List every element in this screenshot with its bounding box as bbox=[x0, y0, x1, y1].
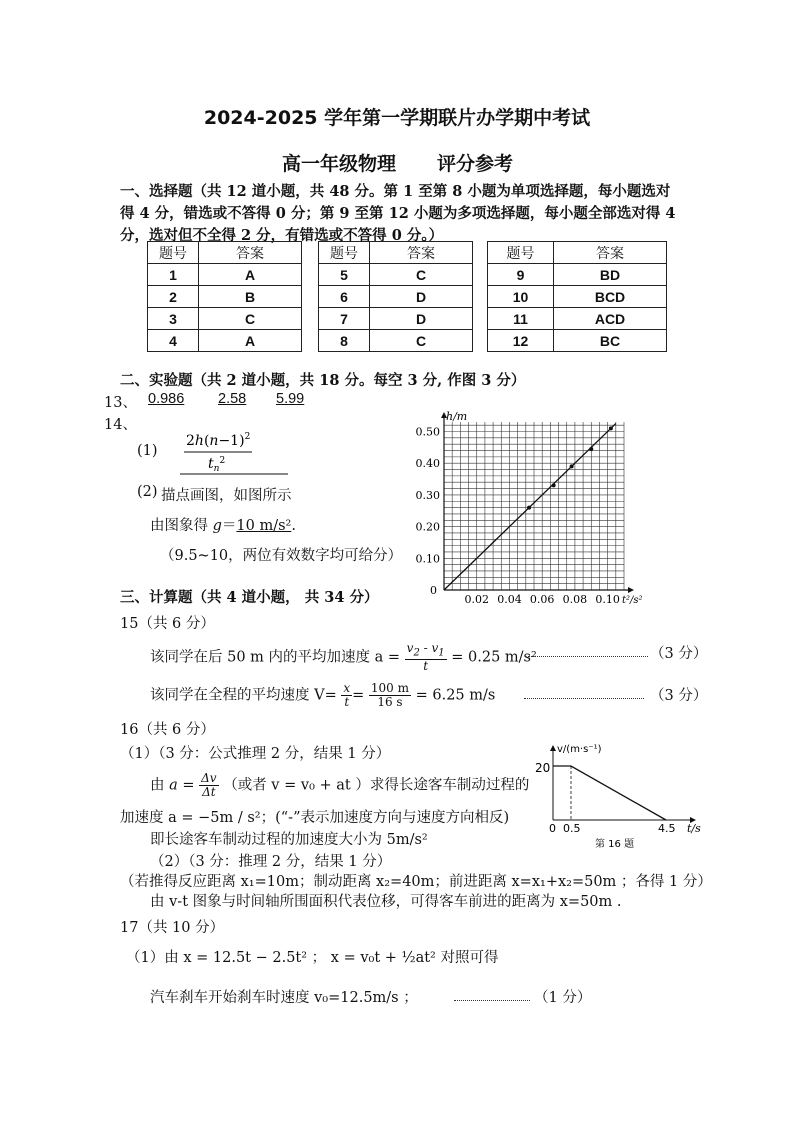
q16-label: 16（共 6 分） bbox=[120, 722, 215, 738]
q13-label: 13、 bbox=[104, 395, 137, 411]
q17-label: 17（共 10 分） bbox=[120, 920, 225, 936]
q16-vt-graph bbox=[535, 740, 710, 852]
q17-line2: 汽车刹车开始刹车时速度 v₀=12.5m/s ； bbox=[150, 990, 418, 1006]
vt-x-label: t/s bbox=[687, 822, 701, 835]
col-header-answer: 答案 bbox=[370, 242, 473, 264]
col-header-question: 题号 bbox=[488, 242, 554, 264]
q16-part1-line4: 即长途客车制动过程的加速度大小为 5m/s² bbox=[150, 832, 428, 848]
q15-line1-score: （3 分） bbox=[650, 646, 708, 662]
data-point bbox=[570, 464, 574, 468]
q17-dots bbox=[454, 1000, 530, 1001]
x-axis-arrow bbox=[628, 587, 634, 593]
table-row: 11 ACD bbox=[488, 308, 667, 330]
section3-heading: 三、计算题（共 4 道小题， 共 34 分） bbox=[120, 589, 379, 606]
h-t2-chart bbox=[415, 408, 650, 608]
x-tick-label: 0.04 bbox=[497, 593, 522, 606]
vt-x0: 0 bbox=[549, 822, 556, 835]
q17-line1: （1）由 x = 12.5t − 2.5t² ； x = v₀t + ½at² 对照可得 bbox=[126, 950, 499, 966]
col-header-answer: 答案 bbox=[554, 242, 667, 264]
q13-answer-3: 5.99 bbox=[276, 391, 305, 407]
y-tick-label: 0.10 bbox=[415, 552, 440, 566]
table-row: 9 BD bbox=[488, 264, 667, 286]
x-tick-label: 0.02 bbox=[464, 593, 489, 606]
section1-heading-line2: 得 4 分，错选或不答得 0 分；第 9 至第 12 小题为多项选择题，每小题全部选对得 4 bbox=[120, 205, 676, 222]
q14-part2-label: (2) bbox=[137, 484, 158, 500]
data-point bbox=[527, 506, 531, 510]
section1-heading-line1: 一、选择题（共 12 道小题，共 48 分。第 1 至第 8 小题为单项选择题，每小题选对 bbox=[120, 183, 671, 200]
origin-label: 0 bbox=[430, 584, 437, 597]
answer-table-1 bbox=[147, 241, 302, 352]
q17-line2-score: （1 分） bbox=[534, 990, 592, 1006]
section1-heading-line3: 分，选对但不全得 2 分，有错选或不答得 0 分。） bbox=[120, 227, 444, 244]
table-row: 8 C bbox=[319, 330, 473, 352]
q16-part1: （1）（3 分：公式推理 2 分，结果 1 分） bbox=[120, 746, 391, 762]
x-tick-label: 0.08 bbox=[562, 593, 588, 606]
x-axis-label: t²/s² bbox=[622, 595, 643, 606]
vt-y-value: 20 bbox=[535, 761, 551, 775]
table-row: 4 A bbox=[148, 330, 302, 352]
col-header-answer: 答案 bbox=[199, 242, 302, 264]
table-row: 12 BC bbox=[488, 330, 667, 352]
q16-part2-line3: 由 v-t 图象与时间轴所围面积代表位移，可得客车前进的距离为 x=50m . bbox=[150, 894, 622, 910]
q14-note: （9.5~10，两位有效数字均可给分） bbox=[160, 548, 403, 564]
vt-x05: 0.5 bbox=[563, 822, 581, 835]
answer-table-2 bbox=[318, 241, 473, 352]
col-header-question: 题号 bbox=[148, 242, 199, 264]
data-point bbox=[589, 447, 593, 451]
q13-answer-2: 2.58 bbox=[218, 391, 247, 407]
subtitle-scoring: 评分参考 bbox=[437, 153, 514, 175]
y-tick-label: 0.40 bbox=[415, 457, 440, 471]
y-tick-label: 0.50 bbox=[415, 425, 440, 439]
q14-label: 14、 bbox=[104, 417, 137, 433]
q15-line1: 该同学在后 50 m 内的平均加速度 a = $\frac{v_2 - v_1}{t}$ = 0.25 m/s² bbox=[150, 641, 537, 674]
data-point bbox=[609, 426, 613, 430]
q14-part1-label: (1) bbox=[137, 443, 158, 459]
x-tick-label: 0.06 bbox=[529, 593, 555, 606]
table-row: 1 A bbox=[148, 264, 302, 286]
q16-part2: （2）（3 分：推理 2 分，结果 1 分） bbox=[150, 854, 392, 870]
y-tick-label: 0.30 bbox=[415, 488, 440, 502]
q16-part1-line2: 由 a = $\frac{\Delta v}{\Delta t}$ （或者 v = v₀ + at ）求得长途客车制动过程的 bbox=[150, 771, 530, 799]
table-row: 7 D bbox=[319, 308, 473, 330]
q14-result: 由图象得 g＝10 m/s². bbox=[150, 518, 296, 534]
vt-caption: 第 16 题 bbox=[595, 839, 635, 850]
q15-line2-dots bbox=[524, 698, 644, 699]
q16-part2-line2: （若推得反应距离 x₁=10m；制动距离 x₂=40m；前进距离 x=x₁+x₂=50m ；各得 1 分） bbox=[120, 874, 712, 890]
q14-formula bbox=[180, 428, 290, 476]
table-row: 2 B bbox=[148, 286, 302, 308]
x-tick-label: 0.10 bbox=[595, 593, 620, 606]
col-header-question: 题号 bbox=[319, 242, 370, 264]
subtitle-grade: 高一年级物理 bbox=[282, 153, 397, 175]
vt-x45: 4.5 bbox=[658, 822, 676, 835]
svg-text:tn2: $t_n^2$ bbox=[208, 456, 226, 474]
q13-answer-1: 0.986 bbox=[148, 391, 185, 407]
q16-part1-line3: 加速度 a = −5m / s²；(“-”表示加速度方向与速度方向相反) bbox=[120, 810, 510, 826]
svg-text:2h(n−1)2: $2h(n-1)^2$ bbox=[186, 432, 251, 449]
q15-line1-dots bbox=[528, 656, 648, 657]
y-tick-label: 0.20 bbox=[415, 520, 440, 534]
answer-table-3 bbox=[487, 241, 667, 352]
q15-label: 15（共 6 分） bbox=[120, 616, 215, 632]
vt-line bbox=[553, 766, 666, 820]
table-row: 5 C bbox=[319, 264, 473, 286]
table-row: 3 C bbox=[148, 308, 302, 330]
table-row: 6 D bbox=[319, 286, 473, 308]
section2-heading: 二、实验题（共 2 道小题，共 18 分。每空 3 分, 作图 3 分） bbox=[120, 372, 526, 389]
data-point bbox=[552, 483, 556, 487]
q15-line2-score: （3 分） bbox=[650, 688, 708, 704]
table-row: 10 BCD bbox=[488, 286, 667, 308]
y-axis-label: h/m bbox=[446, 410, 468, 423]
q14-part2-text: 描点画图，如图所示 bbox=[161, 488, 292, 504]
vt-y-label: v/(m·s⁻¹) bbox=[557, 744, 602, 755]
page-title: 2024-2025 学年第一学期联片办学期中考试 bbox=[203, 107, 591, 129]
q15-line2: 该同学在全程的平均速度 V= $\frac{x}{t}$ = $\frac{100 m}{16 s}$ = 6.25 m/s bbox=[150, 681, 496, 709]
